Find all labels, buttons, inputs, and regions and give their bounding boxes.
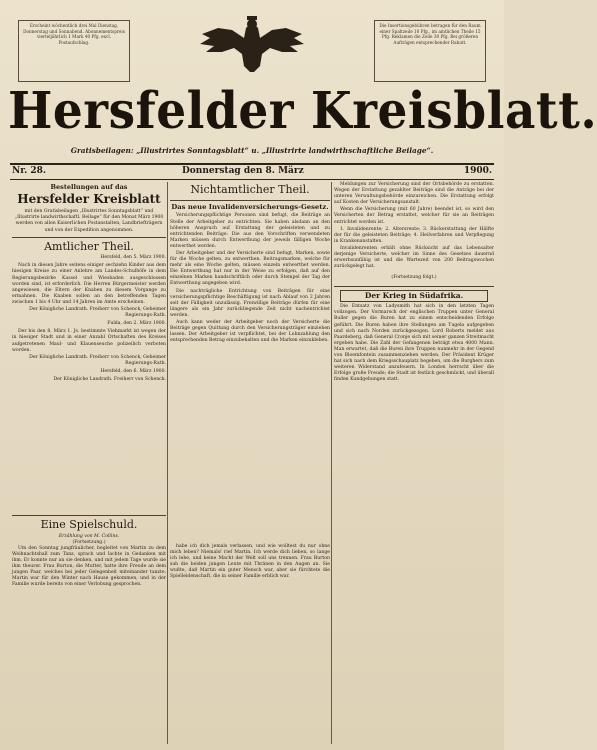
supplements-line: Gratisbeilagen: „Illustrirtes Sonntagsblatt“ u. „Illustrirte landwirthschaftliche Beilage“.	[70, 146, 434, 155]
notice-text: Nach in diesen Jahre seitens einiger sechzehn Kinder aus dem hiesigen Kreise zu einer Anlehre am Landes-Schulhöfe in dem Regierungsbezirke Kassel und Wiesbaden ausgeschlossen worden sind, ist erforderlich. Die Herren Bürgermeister werden angewiesen, die Eltern der Knaben zu diesem Vorgange zu ermahnen. Die Knaben sollen an den betreffenden Tagen zwischen 1 bis 4 Uhr und 14 Jahren im Amte erscheinen.	[12, 263, 166, 305]
notice-signature: Der Königliche Landrath. Freiherr von Schenck, Geheimer Regierungs-Rath.	[29, 354, 166, 366]
column-3	[334, 182, 494, 744]
war-article-title: Der Krieg in Südafrika.	[340, 290, 488, 303]
article-paragraph: Auch kann weder der Arbeitgeber noch der Versicherte die Beiträge gegen Quittung durch den Versicherungsträger einziehen lassen. Der Arbeitgeber ist verpflichtet, bei der Lohnzahlung den entsprechenden Betrag einzubehalten und die Marken einzukleben.	[170, 320, 330, 344]
subscription-info-box: Erscheint wöchentlich drei Mal Dienstag, Donnerstag und Sonnabend. Abonnementspreis vierteljährlich 1 Mark 40 Pfg. excl. Postaufschlag.	[18, 20, 130, 82]
article-paragraph: Invalidenrenten erhält ohne Rücksicht auf das Lebensalter derjenige Versicherte, welcher im Sinne des Gesetzes dauernd erwerbsunfähig ist und die Wartezeit von 200 Beitragswochen zurückgelegt hat.	[334, 245, 494, 270]
official-section-heading: Amtlicher Theil.	[44, 239, 134, 253]
column-rule	[167, 182, 168, 744]
notice-text: Der bis den 8. März 1. Js. bestimmte Viehmarkt ist wegen der in hiesiger Stadt und in einer Anzahl Ortschaften des Kreises aufgetretenen Maul- und Klauenseuche polizeilich verboten worden.	[12, 329, 166, 353]
divider	[170, 200, 330, 201]
article-title: Das neue Invalidenversicherungs-Gesetz.	[171, 202, 329, 211]
unofficial-section-heading: Nichtamtlicher Theil.	[190, 183, 310, 196]
war-article-text: Die Entsatz von Ladysmith hat sich in den letzten Tagen vollzogen. Der Vormarsch der englischen Truppen unter General Buller gegen die Buren hat zu einem entscheidenden Erfolge geführt. Die Buren haben ihre Stellungen am Tugela aufgegeben und sich nach Norden zurückgezogen. Lord Roberts meldet aus Paardeberg, daß General Cronje sich mit seiner ganzen Streitmacht ergeben habe. Die Zahl der Gefangenen beträgt etwa 4000 Mann. Man erwartet, daß die Buren ihre Truppen nunmehr in der Gegend von Bloemfontein zusammenziehen werden. Der Präsident Krüger hat sich nach dem Kriegsschauplatz begeben, um die Burghers zum weiteren Widerstand anzufeuern. In London herrscht über die Erfolge große Freude; die Stadt ist festlich geschmückt, und überall finden Kundgebungen statt.	[334, 304, 494, 383]
column-2-lower	[170, 544, 330, 746]
column-rule	[331, 182, 332, 744]
subscription-title: Hersfelder Kreisblatt	[17, 192, 161, 207]
story-text: Um den Sonntag jungfräulicher, begleitet von Martin zu dem Weihnachtsball zum Tanz, sprach und lachte in Gedanken mit ihm. Er konnte nur an sie denken, und mit jedem Tage wurde sie ihm theurer. Frau Burton, die Mutter, hatte ihre Freude an dem jungen Paar, welches bei jeder Gelegenheit miteinander tanzte. Martin war für den Winter nach Hause gekommen, und in der Familie wurde bereits von einer Verlobung gesprochen.	[12, 545, 166, 588]
issue-number: Nr. 28.	[12, 166, 47, 176]
article-paragraph: Der Arbeitgeber und der Versicherte sind befugt, Marken, sowie für die Woche gelten, zu entwerthen. Beitragsmarken, welche für mehr als eine Woche gelten, müssen einzeln entwerthet werden. Die Entwerthung hat nur in der Weise zu erfolgen, daß auf den einzelnen Marken handschriftlich oder durch Stempel der Tag der Entwerthung angegeben wird.	[170, 251, 330, 287]
article-paragraph: Meldungen zur Versicherung sind der Ortsbehörde zu erstatten. Wegen der Erstattung gezahlter Beiträge sind die Anträge bei der unteren Verwaltungsbehörde einzureichen. Die Erstattung erfolgt auf Kosten der Versicherungsanstalt.	[334, 182, 494, 206]
story-text: habe ich dich jemals verlassen, und wie wolltest du nur ohne mich leben? Niemals! rief Martin. Ich werde dich lieben, so lange ich lebe, und keine Macht der Welt soll uns trennen. Frau Burton sah die beiden jungen Leute mit Thränen in den Augen an. Sie wußte, daß Martin ein guter Mensch war, aber sie fürchtete die Spielleidenschaft, die in seiner Familie erblich war.	[170, 544, 330, 580]
serial-story	[12, 512, 166, 746]
divider	[334, 286, 494, 287]
notice-signature: Der Königliche Landrath. Freiherr von Schenck.	[53, 376, 166, 382]
subscription-heading: Bestellungen auf das	[50, 183, 128, 191]
benefits-list: 1. Invalidenrente; 2. Altersrente; 3. Rückerstattung der Hälfte der für die geleisteten Beiträge; 4. Heilverfahren und Verpflegung in Krankenanstalten.	[334, 226, 494, 244]
continuation-note: (Fortsetzung folgt.)	[391, 274, 437, 280]
insertion-fees-box: Die Insertionsgebühren betragen für den Raum einer Spaltzeile 10 Pfg., im amtlichen Theile 15 Pfg. Reklamen die Zeile 30 Pfg. Bei größeren Aufträgen entsprechender Rabatt.	[374, 20, 486, 82]
subscription-text: mit den Gratisbeilagen „Illustrirtes Sonntagsblatt“ und „Illustrirte landwirthschaftl. Beilage“ für den Monat März 1900 werden von allen Kaiserlichen Postanstalten, Landbriefträgern und von der Expedition angenommen.	[14, 209, 164, 233]
article-paragraph: Die nachträgliche Entrichtung von Beiträgen für eine versicherungspflichtige Beschäftigung ist nach Ablauf von 2 Jahren seit der Fälligkeit unzulässig. Freiwillige Beiträge dürfen für eine längere als ein Jahr zurückliegende Zeit nicht nachentrichtet werden.	[170, 288, 330, 318]
column-2	[170, 182, 330, 538]
story-title: Eine Spielschuld.	[40, 518, 138, 531]
column-1	[12, 182, 166, 508]
issue-year: 1900.	[463, 166, 492, 176]
story-continuation: (Fortsetzung.)	[72, 539, 106, 545]
eagle-emblem-icon	[192, 14, 312, 76]
divider	[12, 237, 166, 238]
masthead-title: Hersfelder Kreisblatt.	[8, 81, 597, 142]
article-paragraph: Versicherungspflichtige Personen sind befugt, die Beiträge an Stelle der Arbeitgeber zu entrichten. Sie haben alsdann an den höheren Anspruch auf Erstattung der geleisteten und zu entrichtenden Beiträge. Die aus den Vorschriften verwendeten Marken müssen durch Entwerthung der jeweils fälligen Woche entwerthet werden.	[170, 213, 330, 249]
issue-date: Donnerstag den 8. März	[182, 166, 304, 176]
notice-signature: Der Königliche Landrath. Freiherr von Schenck, Geheimer Regierungs-Rath.	[29, 307, 166, 319]
divider	[12, 515, 166, 516]
dateline	[10, 163, 494, 180]
article-paragraph: Wenn die Versicherung (mit 60 Jahre) beendet ist, so wird den Versicherten der Betrag erstattet, welcher für sie an Beiträgen entrichtet worden ist.	[334, 207, 494, 225]
notice-dateline: Hersfeld, den 5. März 1900.	[100, 255, 166, 261]
notice-dateline: Hersfeld, den 6. März 1900.	[100, 368, 166, 374]
notice-dateline: Fulda, den 2. März 1900.	[107, 321, 166, 327]
story-byline: Erzählung von M. Collins.	[58, 533, 120, 539]
